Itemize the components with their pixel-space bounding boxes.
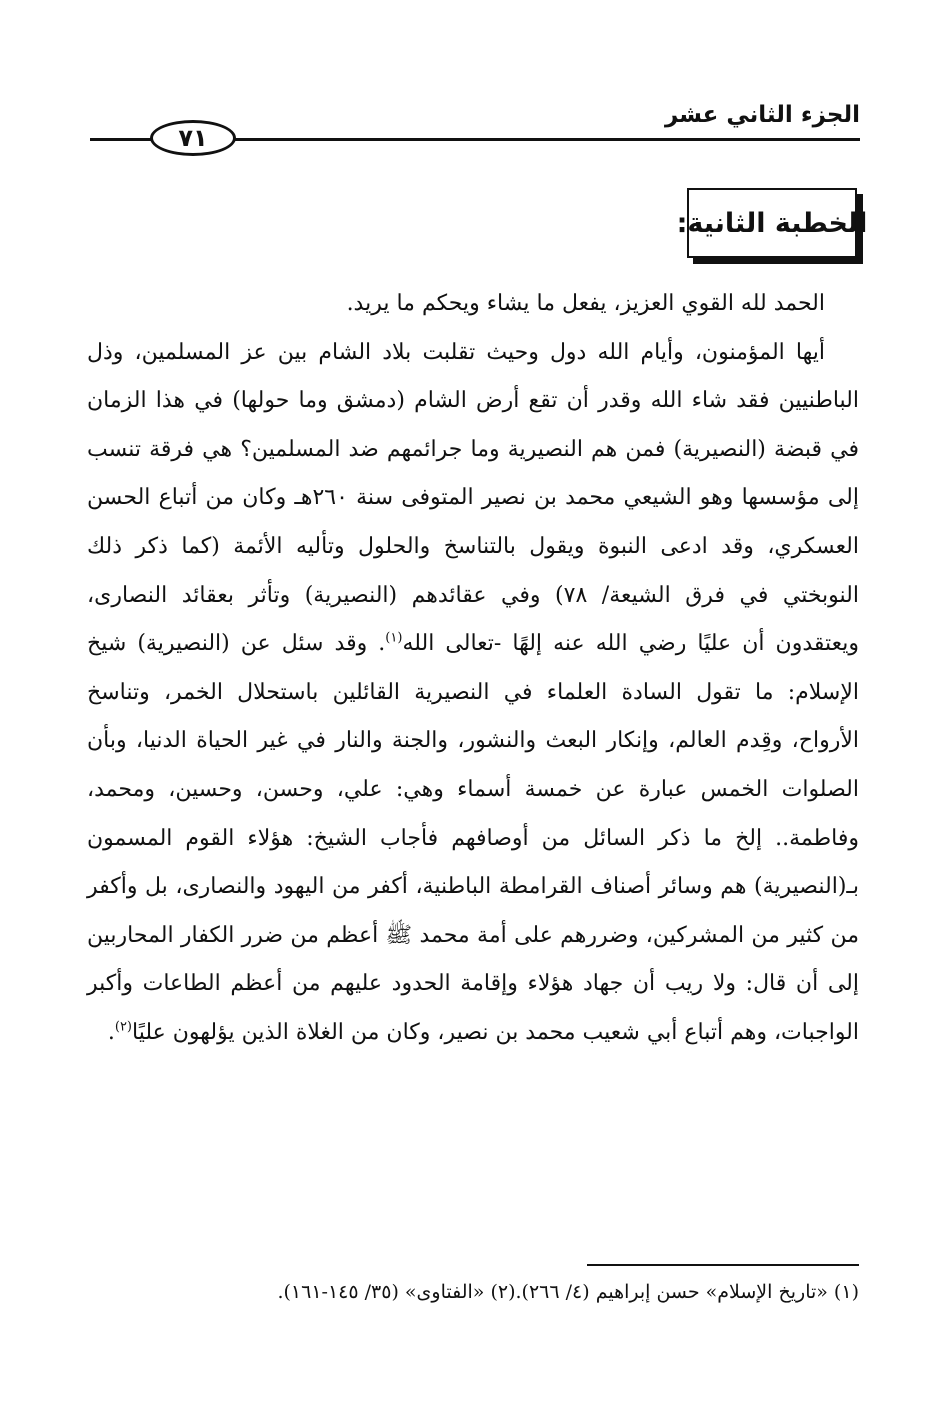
- paragraph: [87, 280, 859, 329]
- page-header: [90, 98, 860, 158]
- section-title-box: [676, 188, 868, 258]
- paragraph-text: .: [107, 1019, 115, 1045]
- body-text: [87, 280, 859, 1058]
- footnote-separator: [587, 1264, 859, 1266]
- page-number: ٧١: [150, 120, 236, 156]
- paragraph-text: . وقد سئل عن (النصيرية) شيخ الإسلام: ما تقول السادة العلماء في النصيرية القائلين باستحلال الخمر، وتناسخ الأرواح، وقِدم العالم، وإنكار البعث والنشور، والجنة والنار في غير الحياة الدنيا، وبأن الصلوات الخمس عبارة عن خمسة أسماء وهي: علي، وحسن، وحسين، ومحمد، وفاطمة.. إلخ ما ذكر السائل من أوصافهم فأجاب الشيخ: هؤلاء القوم المسمون بـ(النصيرية) هم وسائر أصناف القرامطة الباطنية، أكفر من اليهود والنصارى، بل وأكفر من كثير من المشركين، وضررهم على أمة محمد ﷺ أعظم من ضرر الكفار المحاربين إلى أن قال: ولا ريب أن جهاد هؤلاء وإقامة الحدود عليهم من أعظم الطاعات وأكبر الواجبات، وهم أتباع أبي شعيب محمد بن نصير، وكان من الغلاة الذين يؤلهون عليًا: [87, 631, 859, 1045]
- footnote-marker-2: (٢): [114, 1019, 132, 1035]
- footnote-marker-1: (١): [385, 630, 403, 646]
- running-title: الجزء الثاني عشر: [664, 102, 860, 128]
- paragraph-text: أيها المؤمنون، وأيام الله دول وحيث تقلبت بلاد الشام بين عز المسلمين، وذل الباطنيين فقد شاء الله وقدر أن تقع أرض الشام (دمشق وما حولها) في هذا الزمان في قبضة (النصيرية) فمن هم النصيرية وما جرائمهم ضد المسلمين؟ هي فرقة تنسب إلى مؤسسها وهو الشيعي محمد بن نصير المتوفى سنة ٢٦٠هـ وكان من أتباع الحسن العسكري، وقد ادعى النبوة ويقول بالتناسخ والحلول وتأليه الأئمة (كما ذكر ذلك النوبختي في فرق الشيعة/ ٧٨) وفي عقائدهم (النصيرية) وتأثر بعقائد النصارى، ويعتقدون أن عليًا رضي الله عنه إلهًا -تعالى الله: [87, 339, 860, 657]
- section-title: الخطبة الثانية:: [676, 207, 868, 239]
- paragraph-text: الحمد لله القوي العزيز، يفعل ما يشاء ويحكم ما يريد.: [346, 291, 825, 316]
- footnotes: (١) «تاريخ الإسلام» حسن إبراهيم (٤/ ٢٦٦).(٢) «الفتاوى» (٣٥/ ١٤٥-١٦١).: [277, 1281, 859, 1303]
- paragraph: [87, 329, 859, 1058]
